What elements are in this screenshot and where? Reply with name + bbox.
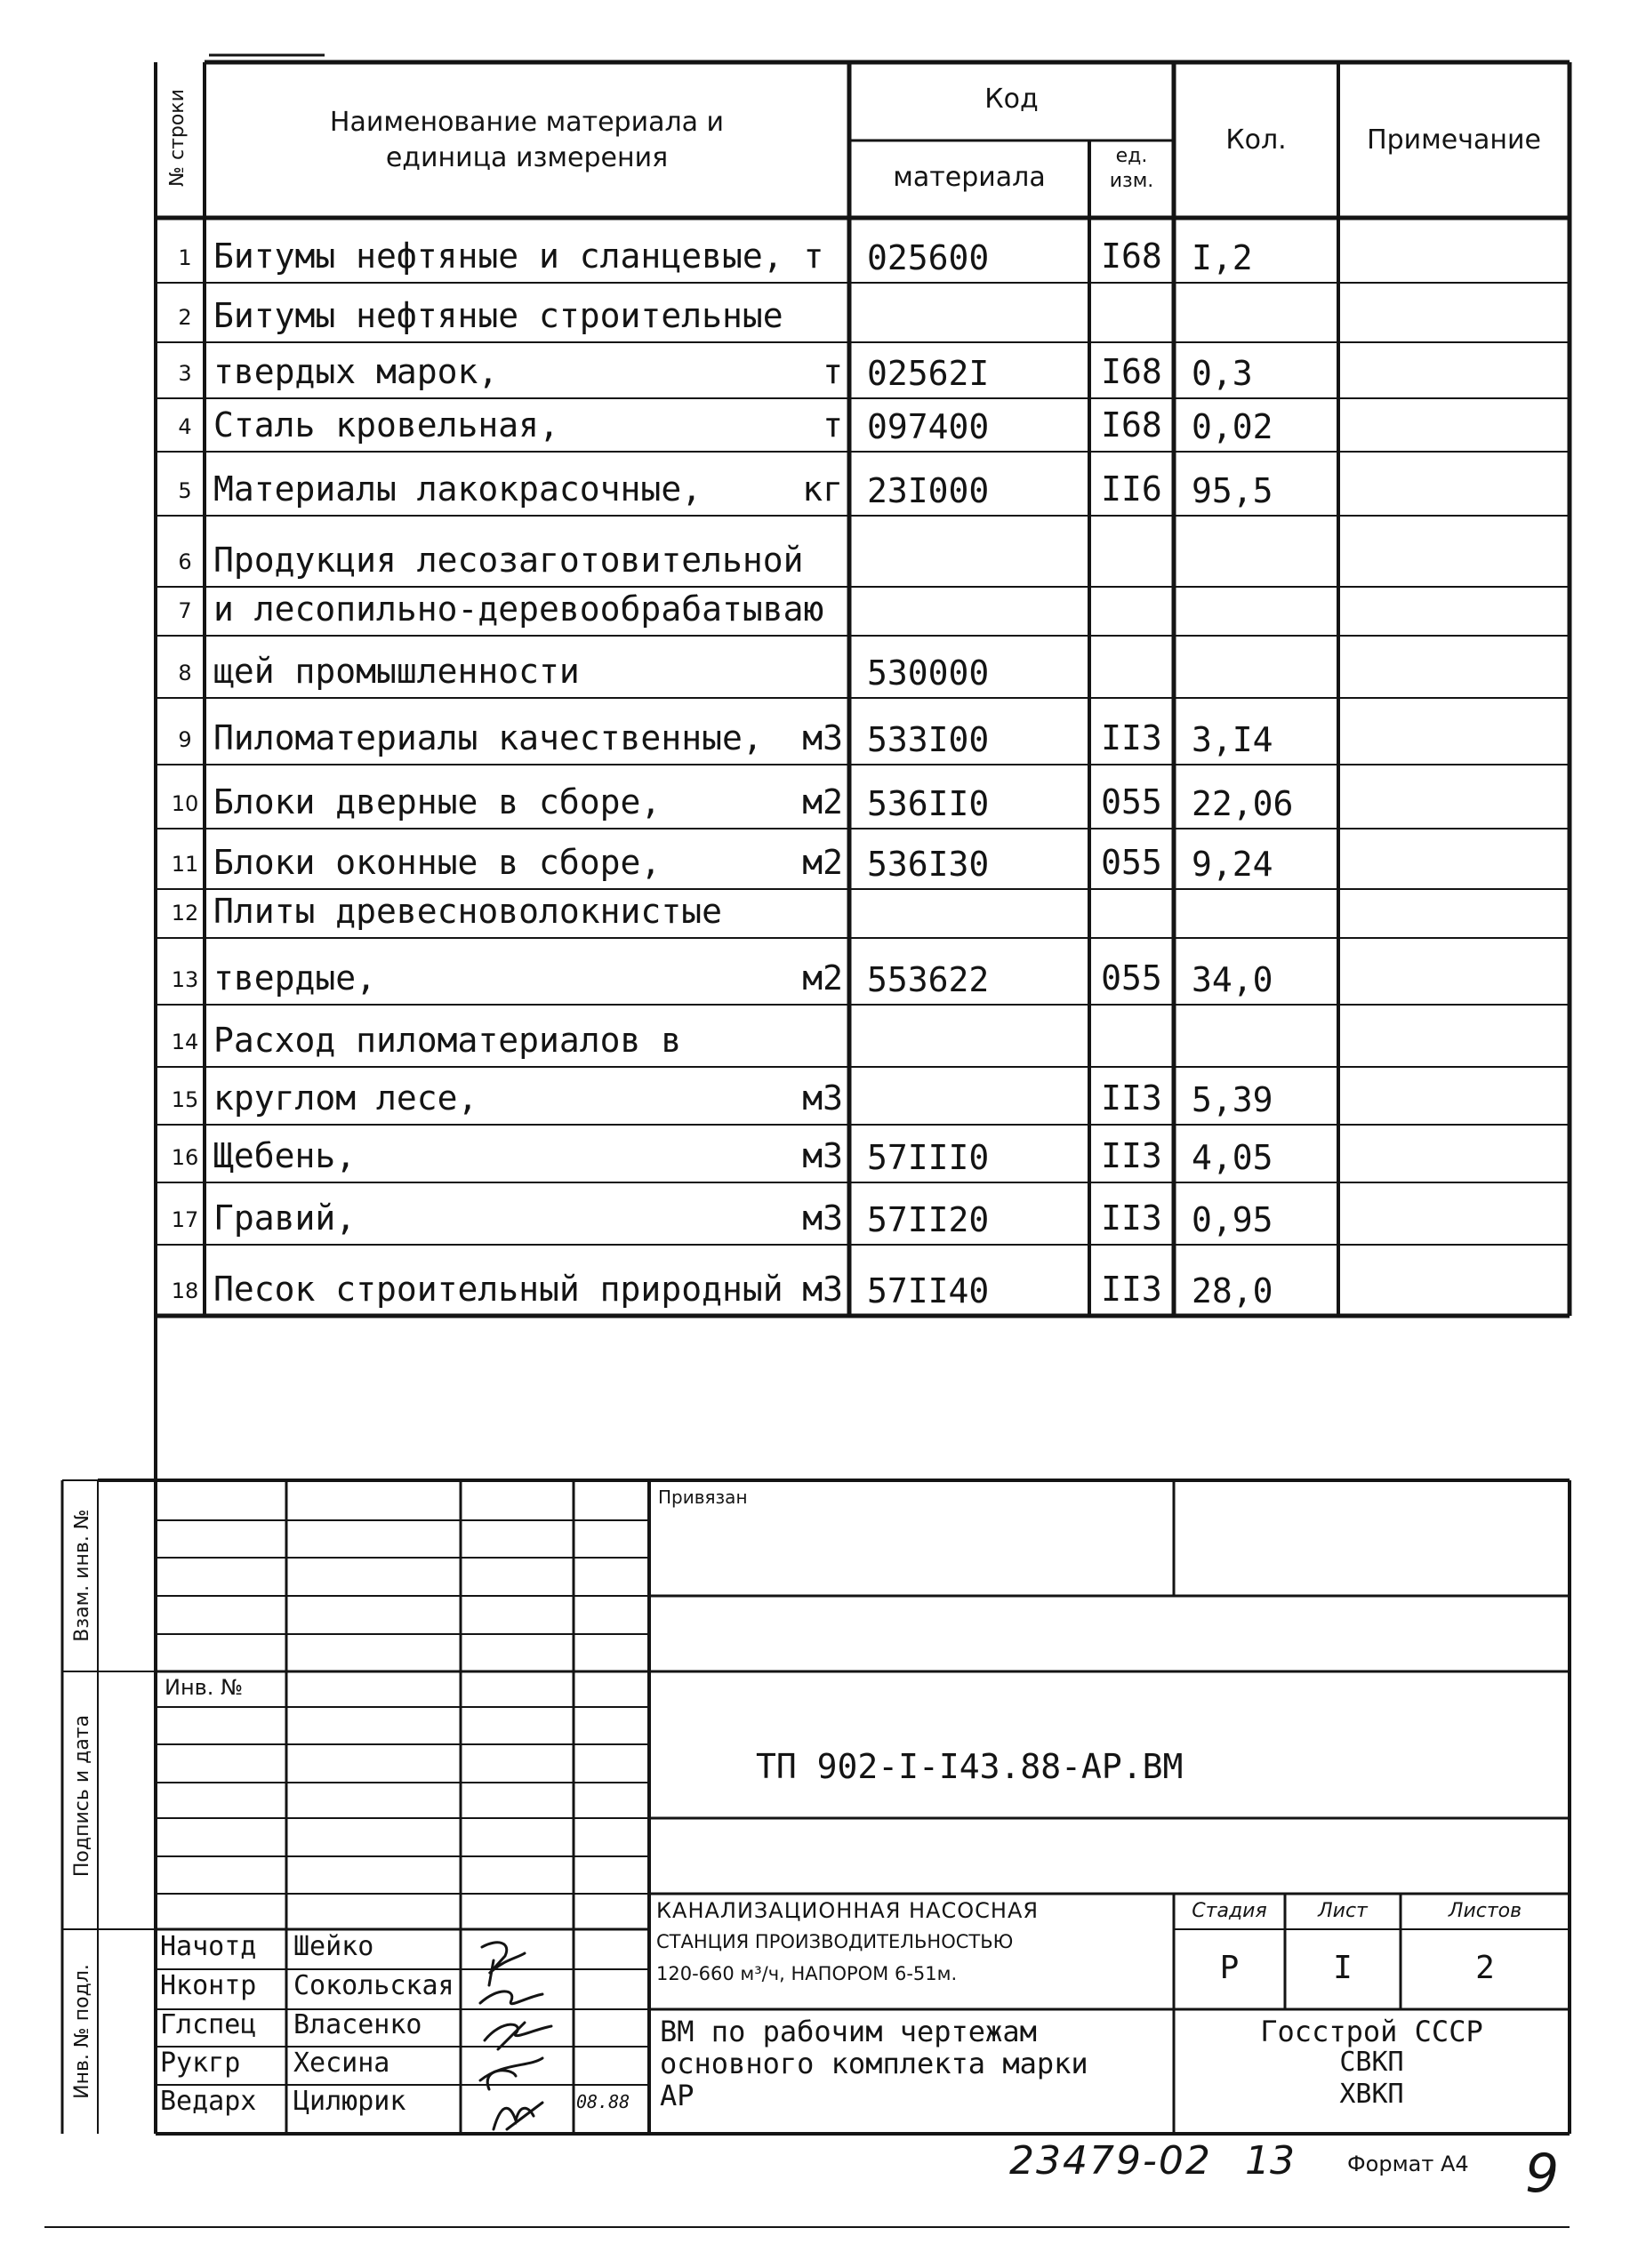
row-number: 16: [171, 1145, 199, 1170]
material-unit: кг: [802, 469, 843, 509]
side-label-vzam-inv: Взам. инв. №: [71, 1509, 93, 1642]
row-number: 11: [171, 852, 199, 877]
material-code: 23I000: [867, 471, 990, 510]
unit-code: II6: [1101, 469, 1162, 509]
row-number: 6: [178, 549, 192, 574]
material-name: Пиломатериалы качественные,: [213, 718, 763, 757]
unit-code: I68: [1101, 405, 1162, 445]
material-code: 553622: [867, 960, 990, 999]
corner-mark: 9: [1525, 2143, 1560, 2205]
quantity: I,2: [1192, 238, 1253, 277]
document-title-line2: основного комплекта марки: [660, 2047, 1088, 2080]
material-code: 530000: [867, 653, 990, 693]
row-number: 12: [171, 901, 199, 926]
material-name: и лесопильно-деревообрабатываю: [213, 589, 824, 629]
quantity: 0,3: [1192, 354, 1253, 393]
material-code: 57II40: [867, 1271, 990, 1310]
material-unit: т: [823, 352, 843, 391]
row-number: 14: [171, 1030, 199, 1054]
quantity: 4,05: [1192, 1138, 1273, 1177]
row-number: 3: [178, 361, 192, 386]
unit-code: 055: [1101, 958, 1162, 998]
signer-role: Глспец: [160, 2009, 257, 2040]
row-number: 15: [171, 1087, 199, 1112]
unit-code: I68: [1101, 236, 1162, 276]
signature-marks: [462, 1934, 649, 2134]
unit-code: 055: [1101, 843, 1162, 882]
material-unit: м2: [802, 958, 843, 998]
signer-name: Власенко: [293, 2009, 422, 2040]
material-name: Щебень,: [213, 1136, 357, 1175]
material-name: Песок строительный природный: [213, 1270, 783, 1309]
row-number: 7: [178, 598, 192, 623]
document-title-line1: ВМ по рабочим чертежам: [660, 2015, 1037, 2048]
signer-role: Ведарх: [160, 2086, 257, 2117]
sheets-value: 2: [1475, 1950, 1495, 1986]
unit-code: II3: [1101, 1136, 1162, 1175]
unit-code: 055: [1101, 782, 1162, 821]
organization-line1: Госстрой СССР: [1260, 2015, 1483, 2048]
quantity: 9,24: [1192, 845, 1273, 884]
row-number: 9: [178, 727, 192, 752]
stage-value: Р: [1219, 1950, 1240, 1986]
material-unit: м2: [802, 782, 843, 821]
row-number: 17: [171, 1207, 199, 1232]
project-name-line3: 120-660 м³/ч, НАПОРОМ 6-51м.: [656, 1963, 958, 1984]
quantity: 0,02: [1192, 407, 1273, 446]
material-name: Блоки оконные в сборе,: [213, 843, 662, 882]
signer-date: 08.88: [576, 2091, 630, 2112]
signer-role: Нконтр: [160, 1970, 257, 2001]
material-name: щей промышленности: [213, 652, 580, 691]
document-code: ТП 902-I-I43.88-АР.ВМ: [756, 1747, 1184, 1786]
material-name: Блоки дверные в сборе,: [213, 782, 662, 821]
project-name-line1: КАНАЛИЗАЦИОННАЯ НАСОСНАЯ: [656, 1898, 1040, 1923]
sheet-label: Лист: [1318, 1900, 1368, 1922]
unit-code: II3: [1101, 718, 1162, 757]
signer-name: Хесина: [293, 2048, 390, 2079]
quantity: 34,0: [1192, 960, 1273, 999]
row-number: 4: [178, 414, 192, 439]
privyazan-label: Привязан: [658, 1487, 748, 1508]
material-unit: м3: [802, 1198, 843, 1238]
material-name: Расход пиломатериалов в: [213, 1021, 682, 1060]
material-code: 536II0: [867, 784, 990, 823]
material-name: Плиты древесноволокнистые: [213, 892, 722, 931]
row-number: 5: [178, 478, 192, 503]
quantity: 3,I4: [1192, 720, 1273, 759]
quantity: 0,95: [1192, 1200, 1273, 1239]
side-label-inv-orig: Инв. № подл.: [71, 1964, 93, 2099]
row-number: 2: [178, 305, 192, 330]
material-code: 536I30: [867, 845, 990, 884]
quantity: 5,39: [1192, 1080, 1273, 1119]
material-name: Битумы нефтяные и сланцевые, т: [213, 236, 824, 276]
header-code-unit: ед. изм.: [1109, 145, 1154, 192]
material-code: 025600: [867, 238, 990, 277]
material-unit: м2: [802, 843, 843, 882]
quantity: 22,06: [1192, 784, 1294, 823]
material-name: Гравий,: [213, 1198, 357, 1238]
signer-role: Рукгр: [160, 2048, 241, 2079]
header-row-no: № строки: [166, 89, 189, 187]
header-name: Наименование материала и единица измерения: [329, 107, 725, 173]
organization-line3: ХВКП: [1339, 2079, 1404, 2110]
material-unit: м3: [802, 1136, 843, 1175]
material-name: Сталь кровельная,: [213, 405, 559, 445]
header-code-material: материала: [893, 162, 1046, 193]
project-name-line2: СТАНЦИЯ ПРОИЗВОДИТЕЛЬНОСТЬЮ: [656, 1931, 1014, 1952]
unit-code: II3: [1101, 1270, 1162, 1309]
material-code: 097400: [867, 407, 990, 446]
quantity: 28,0: [1192, 1271, 1273, 1310]
material-code: 02562I: [867, 354, 990, 393]
material-name: Продукция лесозаготовительной: [213, 541, 804, 580]
row-number: 13: [171, 967, 199, 992]
unit-code: II3: [1101, 1198, 1162, 1238]
row-number: 18: [171, 1278, 199, 1303]
document-title-line3: АР: [660, 2079, 695, 2112]
material-unit: м3: [802, 718, 843, 757]
quantity: 95,5: [1192, 471, 1273, 510]
material-code: 57II20: [867, 1200, 990, 1239]
material-name: круглом лесе,: [213, 1078, 478, 1118]
row-number: 10: [171, 791, 199, 816]
stage-label: Стадия: [1192, 1900, 1267, 1922]
signer-role: Начотд: [160, 1931, 257, 1962]
material-name: твердых марок,: [213, 352, 499, 391]
material-name: Материалы лакокрасочные,: [213, 469, 703, 509]
format-label: Формат А4: [1347, 2152, 1469, 2176]
material-unit: т: [823, 405, 843, 445]
row-number: 8: [178, 661, 192, 685]
material-code: 533I00: [867, 720, 990, 759]
header-note: Примечание: [1367, 124, 1541, 156]
material-unit: м3: [802, 1078, 843, 1118]
material-name: Битумы нефтяные строительные: [213, 296, 783, 335]
sheet-value: I: [1333, 1950, 1353, 1986]
unit-code: II3: [1101, 1078, 1162, 1118]
sheets-label: Листов: [1448, 1900, 1522, 1922]
material-name: твердые,: [213, 958, 377, 998]
page-number: 13: [1245, 2138, 1295, 2184]
organization-line2: СВКП: [1339, 2047, 1404, 2078]
material-unit: м3: [802, 1270, 843, 1309]
signer-name: Сокольская: [293, 1970, 454, 2001]
signer-name: Шейко: [293, 1931, 374, 1962]
header-qty: Кол.: [1225, 124, 1287, 156]
unit-code: I68: [1101, 352, 1162, 391]
row-number: 1: [178, 245, 192, 270]
archive-number: 23479-02: [1009, 2138, 1212, 2184]
material-code: 57III0: [867, 1138, 990, 1177]
inv-no-label: Инв. №: [165, 1675, 244, 1700]
side-label-signature-date: Подпись и дата: [71, 1714, 93, 1878]
header-code-group: Код: [984, 84, 1039, 115]
signer-name: Цилюрик: [293, 2086, 406, 2117]
